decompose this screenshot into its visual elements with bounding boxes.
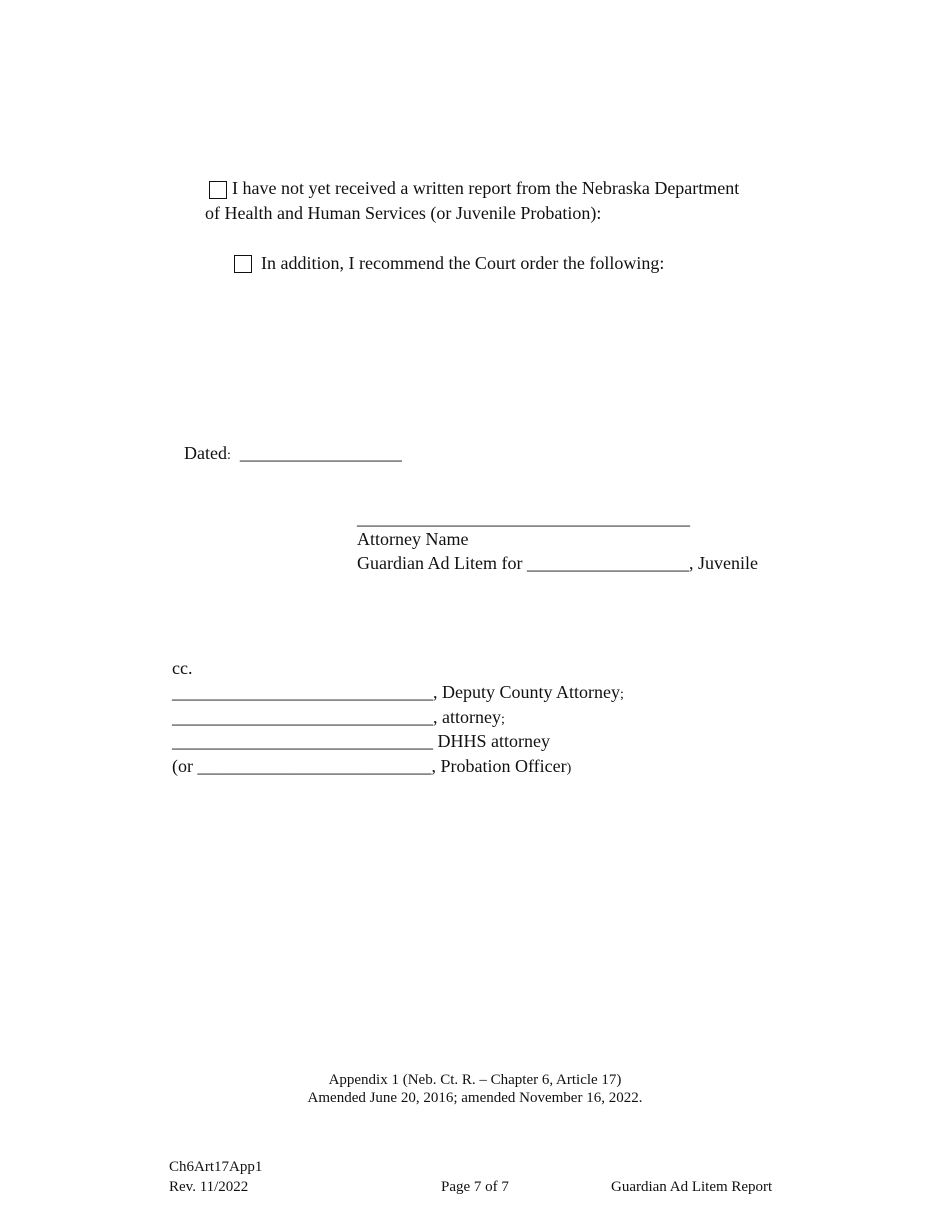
cc-dhhs-text: DHHS attorney: [433, 731, 550, 751]
cc-probation-end: ): [566, 761, 572, 776]
not-received-text-line1: I have not yet received a written report from the Nebraska Department: [232, 178, 740, 198]
attorney-name: Attorney Name: [357, 529, 469, 549]
guardian-role-line: [357, 552, 758, 574]
cc-deputy-end: ;: [620, 687, 624, 702]
cc-attorney-line: [172, 706, 505, 731]
signature-line[interactable]: _____________________________________: [357, 508, 690, 528]
dated-label: Dated: [184, 443, 227, 463]
in-addition-text: In addition, I recommend the Court order the following:: [261, 253, 665, 273]
cc-probation-text: , Probation Officer: [431, 756, 567, 776]
cc-deputy-line: [172, 681, 624, 706]
dated-line: [184, 442, 402, 467]
appendix-line1: Appendix 1 (Neb. Ct. R. – Chapter 6, Article 17): [328, 1072, 622, 1088]
cc-label: cc.: [172, 658, 193, 678]
not-received-checkbox[interactable]: [209, 181, 227, 199]
footer-code: Ch6Art17App1: [169, 1159, 263, 1175]
footer-revision: Rev. 11/2022: [169, 1179, 249, 1195]
guardian-role-prefix: Guardian Ad Litem for: [357, 553, 527, 573]
cc-attorney-blank[interactable]: _____________________________: [172, 707, 433, 727]
appendix-line2: Amended June 20, 2016; amended November 16, 2022.: [307, 1090, 643, 1106]
footer-title: Guardian Ad Litem Report: [611, 1179, 773, 1195]
juvenile-name-blank[interactable]: __________________: [526, 553, 689, 573]
cc-probation-line: [172, 755, 571, 780]
dated-colon: :: [226, 448, 231, 463]
cc-dhhs-line: [172, 730, 550, 752]
cc-probation-prefix: (or: [172, 756, 198, 776]
guardian-role-suffix: , Juvenile: [688, 553, 758, 573]
footer-page-number: Page 7 of 7: [441, 1179, 509, 1195]
not-received-text-line2: of Health and Human Services (or Juvenile Probation):: [205, 203, 602, 223]
dated-blank[interactable]: __________________: [239, 443, 402, 463]
cc-deputy-blank[interactable]: _____________________________: [172, 682, 433, 702]
cc-attorney-end: ;: [500, 712, 505, 727]
cc-probation-blank[interactable]: __________________________: [197, 756, 432, 776]
cc-dhhs-blank[interactable]: _____________________________: [172, 731, 433, 751]
cc-attorney-text: , attorney: [433, 707, 501, 727]
in-addition-checkbox[interactable]: [234, 255, 252, 273]
cc-deputy-text: , Deputy County Attorney: [433, 682, 620, 702]
